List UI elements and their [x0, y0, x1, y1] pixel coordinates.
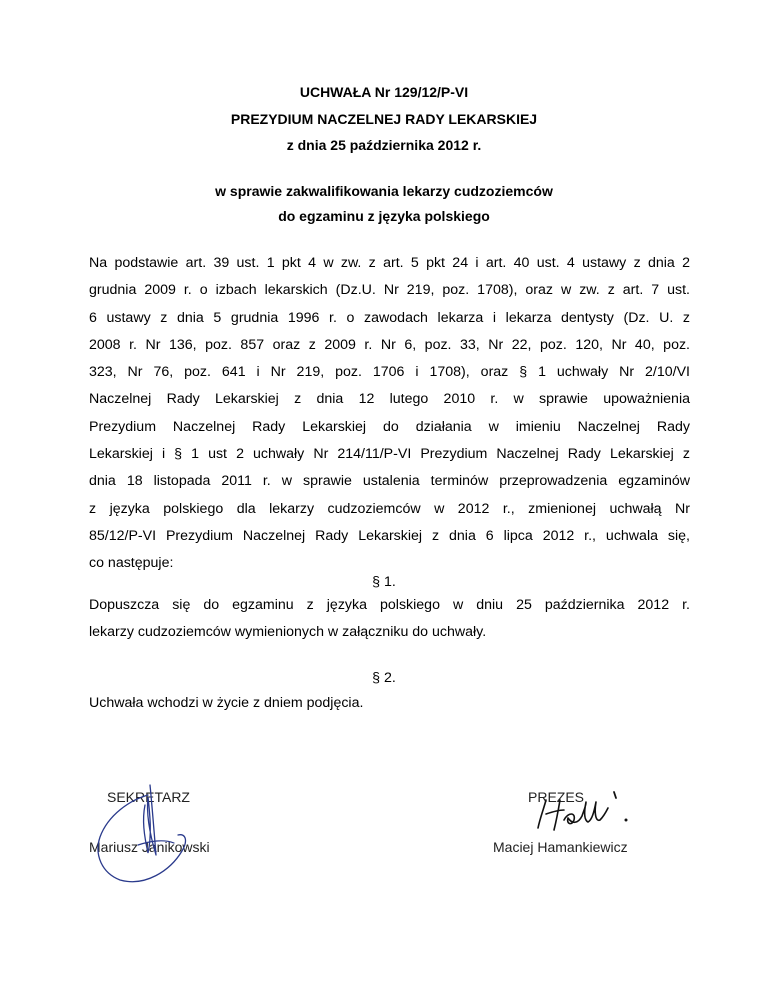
section-1-line: lekarzy cudzoziemców wymienionych w załączniku do uchwały.: [89, 624, 487, 641]
preamble-line: 2008 r. Nr 136, poz. 857 oraz z 2009 r. Nr 6, poz. 33, Nr 22, poz. 120, Nr 40, poz.: [89, 336, 690, 353]
preamble-line: 6 ustawy z dnia 5 grudnia 1996 r. o zawodach lekarza i lekarza dentysty (Dz. U. z: [89, 309, 690, 326]
resolution-date: z dnia 25 października 2012 r.: [286, 137, 482, 153]
preamble-line: co następuje:: [89, 555, 174, 572]
preamble-paragraph: [89, 250, 690, 578]
preamble-line: Prezydium Naczelnej Rady Lekarskiej do działania w imieniu Naczelnej Rady: [89, 418, 690, 435]
preamble-line: grudnia 2009 r. o izbach lekarskich (Dz.U. Nr 219, poz. 1708), oraz w zw. z art. 7 ust.: [89, 282, 690, 299]
section-1-mark: § 1.: [372, 574, 396, 590]
resolution-number: UCHWAŁA Nr 129/12/P-VI: [299, 84, 469, 100]
preamble-line: Lekarskiej i § 1 ust 2 uchwały Nr 214/11/P-VI Prezydium Naczelnej Rady Lekarskiej z: [89, 446, 690, 463]
section-2-mark: § 2.: [372, 670, 396, 686]
president-title: PREZES: [528, 789, 585, 805]
section-2-text: Uchwała wchodzi w życie z dniem podjęcia.: [89, 695, 364, 711]
preamble-line: dnia 18 listopada 2011 r. w sprawie ustalenia terminów przeprowadzenia egzaminów: [89, 473, 690, 490]
preamble-line: Na podstawie art. 39 ust. 1 pkt 4 w zw. z art. 5 pkt 24 i art. 40 ust. 4 ustawy z dnia 2: [89, 255, 690, 271]
issuing-body: PREZYDIUM NACZELNEJ RADY LEKARSKIEJ: [230, 111, 538, 127]
president-signature: [530, 790, 640, 840]
preamble-line: 323, Nr 76, poz. 641 i Nr 219, poz. 1706 i 1708), oraz § 1 uchwały Nr 2/10/VI: [89, 364, 690, 381]
secretary-name: Mariusz Janikowski: [89, 839, 210, 855]
preamble-line: Naczelnej Rady Lekarskiej z dnia 12 lutego 2010 r. w sprawie upoważnienia: [89, 391, 690, 408]
subject-line-1: w sprawie zakwalifikowania lekarzy cudzoziemców: [215, 183, 553, 199]
preamble-line: z języka polskiego dla lekarzy cudzoziemców w 2012 r., zmienionej uchwałą Nr: [89, 500, 690, 517]
preamble-line: 85/12/P-VI Prezydium Naczelnej Rady Lekarskiej z dnia 6 lipca 2012 r., uchwala się,: [89, 527, 690, 544]
section-1-text: [89, 592, 690, 647]
secretary-signature: [90, 775, 210, 905]
president-name: Maciej Hamankiewicz: [493, 839, 628, 855]
subject-line-2: do egzaminu z języka polskiego: [278, 208, 490, 224]
section-1-line: Dopuszcza się do egzaminu z języka polskiego w dniu 25 października 2012 r.: [89, 597, 690, 613]
secretary-title: SEKRETARZ: [107, 789, 190, 805]
